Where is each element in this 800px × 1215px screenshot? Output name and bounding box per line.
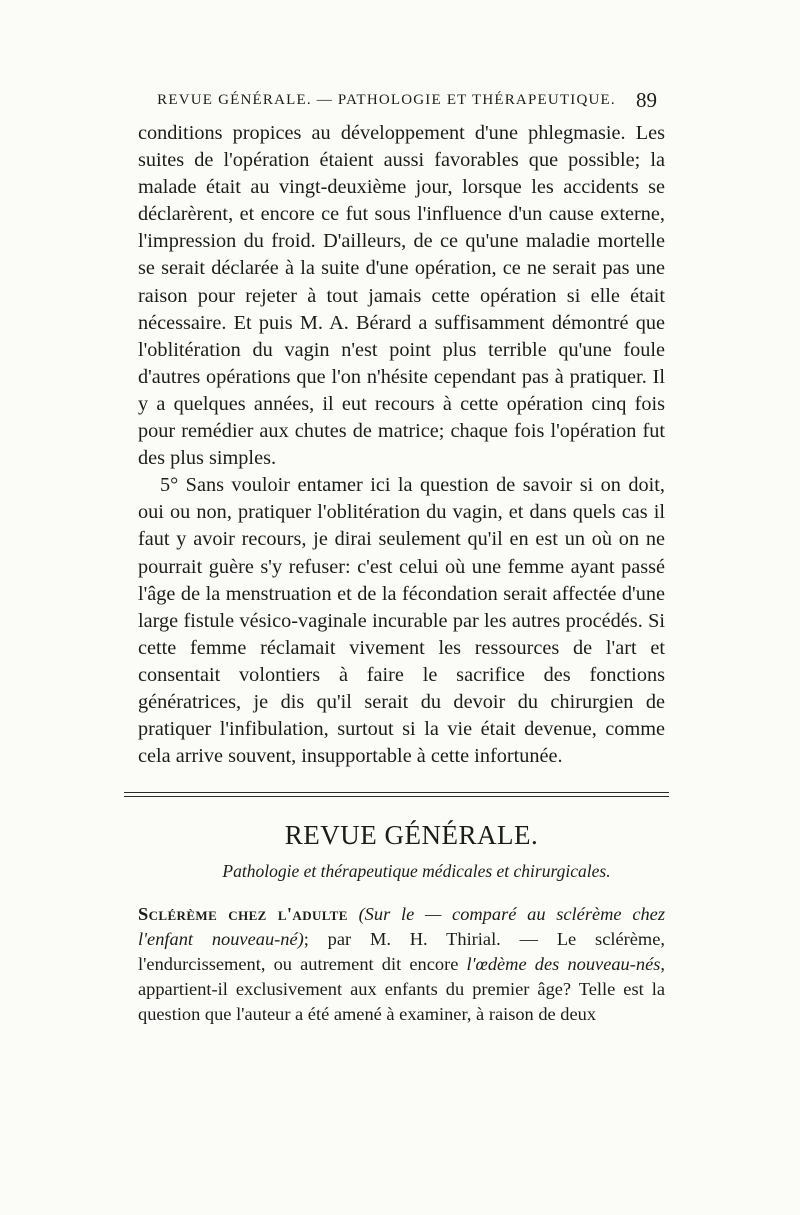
running-title: REVUE GÉNÉRALE. — PATHOLOGIE ET THÉRAPEUTIQUE.	[157, 92, 616, 108]
paragraph-continued: conditions propices au développement d'une phlegmasie. Les suites de l'opération étaient aussi favorables que possible; la malade était au vingt-deuxième jour, lorsque les accidents se déclarèrent, et encore ce fut sous l'influence d'un cause externe, l'impression du froid. D'ailleurs, de ce qu'une maladie mortelle se serait déclarée à la suite d'une opération, ce ne serait pas une raison pour rejeter à tout jamais cette opération si elle était nécessaire. Et puis M. A. Bérard a suffisamment démontré que l'oblitération du vagin n'est point plus terrible qu'une foule d'autres opérations que l'on n'hésite cependant pas à pratiquer. Il y a quelques années, il eut recours à cette opération cinq fois pour remédier aux chutes de matrice; chaque fois l'opération fut des plus simples.	[138, 122, 665, 470]
section-subtitle: Pathologie et thérapeutique médicales et chirurgicales.	[222, 861, 611, 882]
article-byline: ; par M. H. Thirial. — Le sclérème, l'endurcissement, ou autrement dit encore	[138, 929, 665, 975]
section-divider	[124, 792, 669, 797]
book-page	[138, 88, 665, 1027]
article-term: l'œdème des nouveau-nés	[466, 954, 661, 975]
article-parenthetical: (Sur le — comparé au sclérème chez l'enfant nouveau-né)	[138, 904, 665, 950]
paragraph-point-5: 5° Sans vouloir entamer ici la question de savoir si on doit, oui ou non, pratiquer l'oblitération du vagin, et dans quels cas il faut y avoir recours, je dirai seulement qu'il en est un où on ne pourrait guère s'y refuser: c'est celui où une femme ayant passé l'âge de la menstruation et de la fécondation serait affectée d'une large fistule vésico-vaginale incurable par les autres procédés. Si cette femme réclamait vivement les ressources de l'art et consentait volontiers à faire le sacrifice des fonctions génératrices, je dis qu'il serait du devoir du chirurgien de pratiquer l'infibulation, surtout si la vie était devenue, comme cela arrive souvent, insupportable à cette infortunée.	[138, 474, 665, 768]
article-lead: Sclérème chez l'adulte	[138, 904, 348, 925]
article-text: , appartient-il exclusivement aux enfants du premier âge? Telle est la question que l'auteur a été amené à examiner, à raison de deux	[138, 954, 665, 1025]
running-header	[138, 88, 665, 120]
divider-line	[124, 796, 669, 797]
divider-line	[124, 792, 669, 793]
article-opening	[138, 902, 665, 1027]
section-title: REVUE GÉNÉRALE.	[284, 820, 539, 851]
page-number: 89	[636, 88, 657, 112]
body-text	[138, 120, 665, 770]
